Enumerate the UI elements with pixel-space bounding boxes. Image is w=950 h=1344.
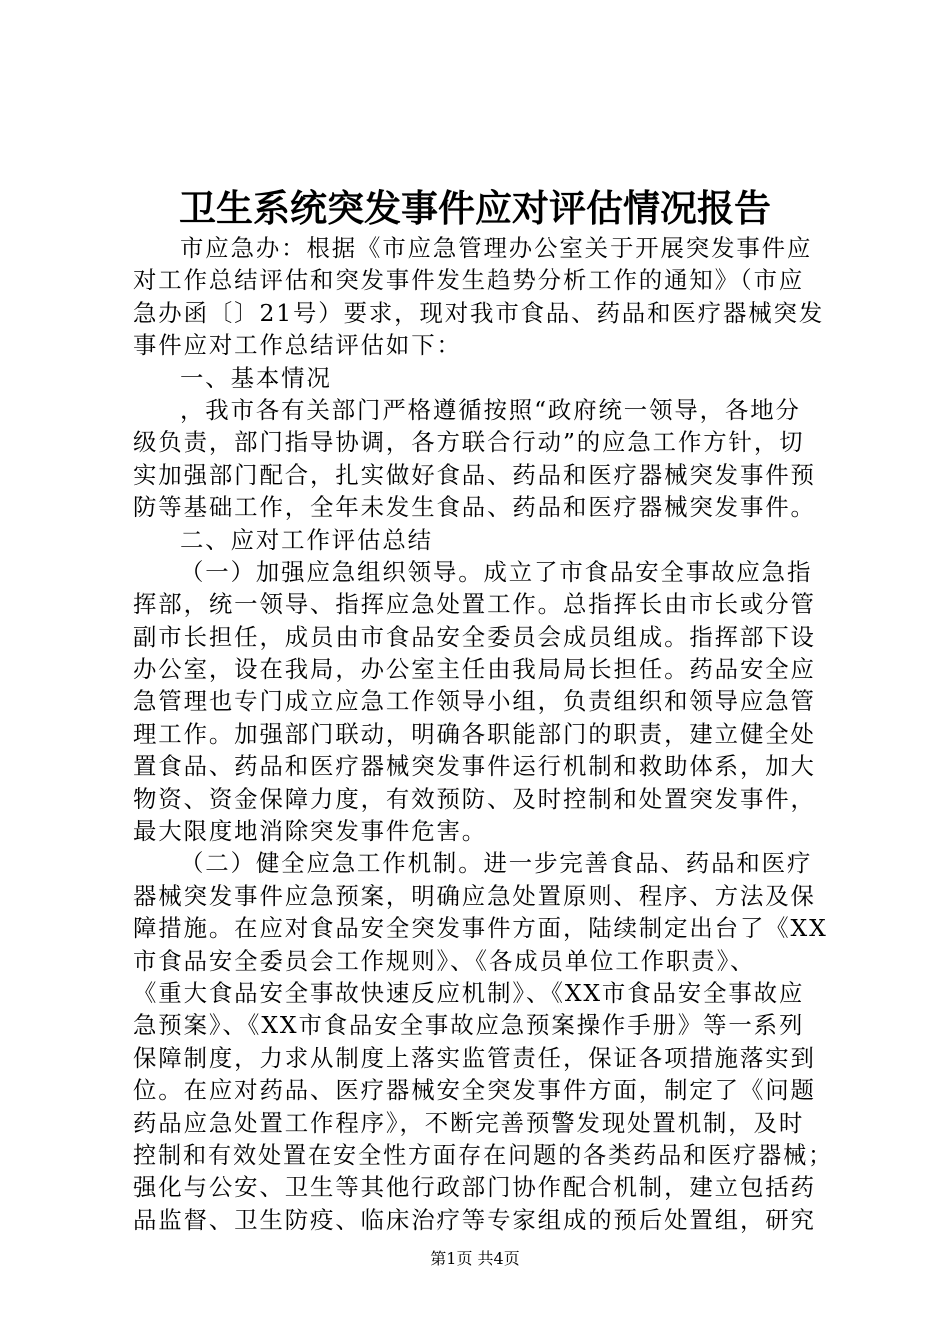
text-line: 急预案》、《XX市食品安全事故应急预案操作手册》等一系列: [133, 1011, 805, 1040]
text-line: 置食品、药品和医疗器械突发事件运行机制和救助体系，加大: [133, 752, 816, 781]
text-line: 位。在应对药品、医疗器械安全突发事件方面，制定了《问题: [133, 1076, 816, 1105]
text-line: ，我市各有关部门严格遵循按照“政府统一领导，各地分: [180, 395, 801, 424]
text-line: 实加强部门配合，扎实做好食品、药品和医疗器械突发事件预: [133, 460, 816, 489]
text-line: 障措施。在应对食品安全突发事件方面，陆续制定出台了《XX: [133, 914, 828, 943]
text-line: 理工作。加强部门联动，明确各职能部门的职责，建立健全处: [133, 719, 816, 748]
text-line: 二、应对工作评估总结: [180, 525, 433, 554]
text-line: 一、基本情况: [180, 363, 332, 392]
text-line: 《重大食品安全事故快速反应机制》、《XX市食品安全事故应: [133, 978, 805, 1007]
text-line: 品监督、卫生防疫、临床治疗等专家组成的预后处置组，研究: [133, 1205, 816, 1234]
text-line: 市应急办：根据《市应急管理办公室关于开展突发事件应: [180, 234, 813, 262]
document-body: [133, 232, 833, 1236]
text-line: 事件应对工作总结评估如下：: [133, 331, 462, 360]
text-line: 急办函〔〕21号）要求，现对我市食品、药品和医疗器械突发: [133, 298, 825, 327]
text-line: 副市长担任，成员由市食品安全委员会成员组成。指挥部下设: [133, 622, 816, 651]
text-line: 办公室，设在我局，办公室主任由我局局长担任。药品安全应: [133, 655, 816, 684]
text-line: 保障制度，力求从制度上落实监管责任，保证各项措施落实到: [133, 1043, 816, 1072]
text-line: （二）健全应急工作机制。进一步完善食品、药品和医疗: [180, 849, 813, 878]
text-line: 物资、资金保障力度，有效预防、及时控制和处置突发事件，: [133, 784, 816, 813]
document-title: 卫生系统突发事件应对评估情况报告: [179, 186, 771, 230]
text-line: 挥部，统一领导、指挥应急处置工作。总指挥长由市长或分管: [133, 590, 816, 619]
text-line: 市食品安全委员会工作规则》、《各成员单位工作职责》、: [133, 946, 756, 975]
text-line: 级负责，部门指导协调，各方联合行动”的应急工作方针，切: [133, 428, 805, 457]
text-line: 药品应急处置工作程序》，不断完善预警发现处置机制，及时: [133, 1108, 805, 1137]
text-line: 最大限度地消除突发事件危害。: [133, 817, 488, 846]
text-line: 控制和有效处置在安全性方面存在问题的各类药品和医疗器械；: [133, 1140, 834, 1169]
text-line: 急管理也专门成立应急工作领导小组，负责组织和领导应急管: [133, 687, 816, 716]
text-line: （一）加强应急组织领导。成立了市食品安全事故应急指: [180, 557, 813, 586]
text-line: 强化与公安、卫生等其他行政部门协作配合机制，建立包括药: [133, 1173, 816, 1202]
text-line: 器械突发事件应急预案，明确应急处置原则、程序、方法及保: [133, 881, 816, 910]
text-line: 对工作总结评估和突发事件发生趋势分析工作的通知》（市应: [133, 266, 805, 295]
text-line: 防等基础工作，全年未发生食品、药品和医疗器械突发事件。: [133, 493, 816, 522]
page-footer: 第1页 共4页: [430, 1249, 520, 1268]
